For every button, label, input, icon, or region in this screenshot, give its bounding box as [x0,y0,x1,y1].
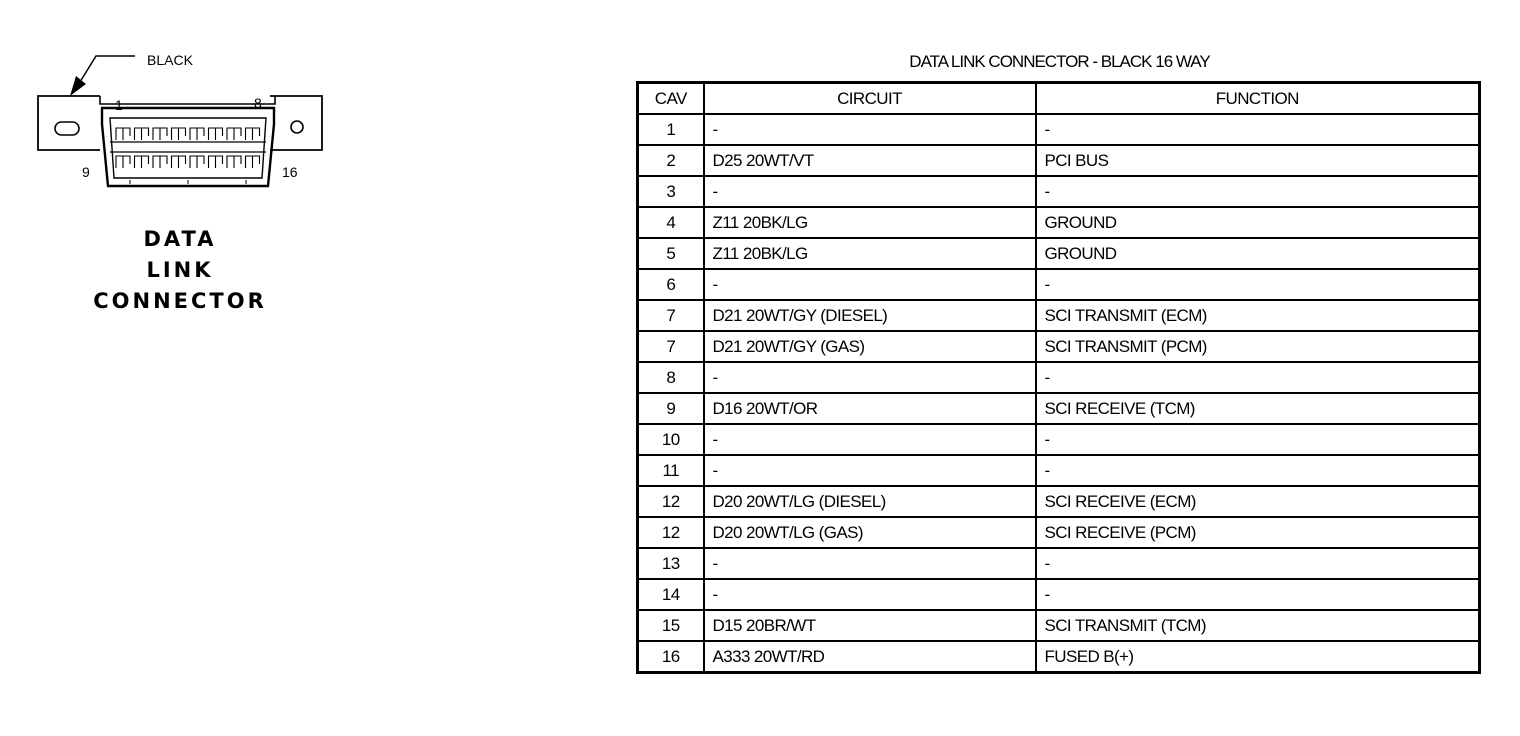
cav-cell: 4 [638,207,704,238]
function-cell: GROUND [1036,238,1480,269]
pin-slots [116,128,260,168]
pin-slot [153,128,167,140]
right-round-hole [291,121,303,133]
right-flange [270,96,322,150]
table-caption: DATA LINK CONNECTOR - BLACK 16 WAY [909,52,1210,71]
table-row [638,424,1480,455]
connector-title-line: DATA [143,227,217,251]
function-cell: - [1036,548,1480,579]
function-cell: PCI BUS [1036,145,1480,176]
table-row [638,176,1480,207]
table-row [638,145,1480,176]
pin-slot [135,128,149,140]
connector-title [60,224,300,317]
pin-slot [172,128,186,140]
pin-slot [209,156,223,168]
function-cell: - [1036,455,1480,486]
function-cell: SCI TRANSMIT (ECM) [1036,300,1480,331]
circuit-cell: D20 20WT/LG (DIESEL) [704,486,1036,517]
cav-cell: 5 [638,238,704,269]
circuit-cell: D21 20WT/GY (DIESEL) [704,300,1036,331]
header-circuit: CIRCUIT [704,83,1036,115]
pin-slot [227,156,241,168]
table-row [638,517,1480,548]
circuit-cell: Z11 20BK/LG [704,207,1036,238]
table-body [638,114,1480,673]
left-flange [38,96,100,150]
connector-inner [110,118,266,178]
cav-cell: 16 [638,641,704,673]
cav-cell: 9 [638,393,704,424]
pin-slot [172,156,186,168]
circuit-cell: Z11 20BK/LG [704,238,1036,269]
cav-cell: 8 [638,362,704,393]
table-row [638,114,1480,145]
circuit-cell: - [704,362,1036,393]
pin-slot [135,156,149,168]
function-cell: SCI TRANSMIT (TCM) [1036,610,1480,641]
connector-title-line: CONNECTOR [93,289,267,313]
table-row [638,610,1480,641]
connector-title-line: LINK [146,258,214,282]
function-cell: SCI RECEIVE (TCM) [1036,393,1480,424]
table-row [638,579,1480,610]
circuit-cell: - [704,114,1036,145]
cav-cell: 2 [638,145,704,176]
cav-cell: 3 [638,176,704,207]
pinout-table [636,81,1481,674]
circuit-cell: - [704,176,1036,207]
pin-slot [190,156,204,168]
cav-cell: 14 [638,579,704,610]
circuit-cell: - [704,424,1036,455]
pin-label-9: 9 [82,164,90,180]
cav-cell: 7 [638,331,704,362]
table-row [638,300,1480,331]
circuit-cell: D21 20WT/GY (GAS) [704,331,1036,362]
table-row [638,486,1480,517]
function-cell: - [1036,114,1480,145]
circuit-cell: - [704,455,1036,486]
function-cell: GROUND [1036,207,1480,238]
function-cell: - [1036,176,1480,207]
table-row [638,548,1480,579]
cav-cell: 12 [638,517,704,548]
circuit-cell: D16 20WT/OR [704,393,1036,424]
table-row [638,269,1480,300]
circuit-cell: D25 20WT/VT [704,145,1036,176]
pin-slot [116,156,130,168]
function-cell: - [1036,269,1480,300]
circuit-cell: - [704,269,1036,300]
pin-slot [209,128,223,140]
circuit-cell: - [704,579,1036,610]
cav-cell: 6 [638,269,704,300]
table-row [638,641,1480,673]
connector-color-label: BLACK [147,52,193,68]
table-row [638,238,1480,269]
table-row [638,331,1480,362]
circuit-cell: D15 20BR/WT [704,610,1036,641]
pin-slot [246,156,260,168]
leader-line [80,56,135,82]
header-cav: CAV [638,83,704,115]
function-cell: SCI RECEIVE (ECM) [1036,486,1480,517]
pin-slot [153,156,167,168]
pin-slot [190,128,204,140]
pin-slot [227,128,241,140]
function-cell: - [1036,579,1480,610]
circuit-cell: - [704,548,1036,579]
function-cell: SCI TRANSMIT (PCM) [1036,331,1480,362]
cav-cell: 11 [638,455,704,486]
circuit-cell: D20 20WT/LG (GAS) [704,517,1036,548]
table-row [638,455,1480,486]
table-header-row [638,83,1480,115]
connector-diagram [30,44,340,194]
pin-slot [116,128,130,140]
function-cell: SCI RECEIVE (PCM) [1036,517,1480,548]
function-cell: - [1036,362,1480,393]
pin-label-1: 1 [115,97,123,113]
left-oval-hole [55,122,79,135]
pin-label-16: 16 [282,164,298,180]
table-row [638,207,1480,238]
connector-shell [102,108,274,186]
cav-cell: 10 [638,424,704,455]
table-row [638,393,1480,424]
table-row [638,362,1480,393]
cav-cell: 7 [638,300,704,331]
cav-cell: 1 [638,114,704,145]
function-cell: - [1036,424,1480,455]
cav-cell: 15 [638,610,704,641]
pin-slot [246,128,260,140]
cav-cell: 13 [638,548,704,579]
pin-label-8: 8 [254,95,262,111]
arrow-head [70,76,86,96]
circuit-cell: A333 20WT/RD [704,641,1036,673]
cav-cell: 12 [638,486,704,517]
function-cell: FUSED B(+) [1036,641,1480,673]
header-function: FUNCTION [1036,83,1480,115]
